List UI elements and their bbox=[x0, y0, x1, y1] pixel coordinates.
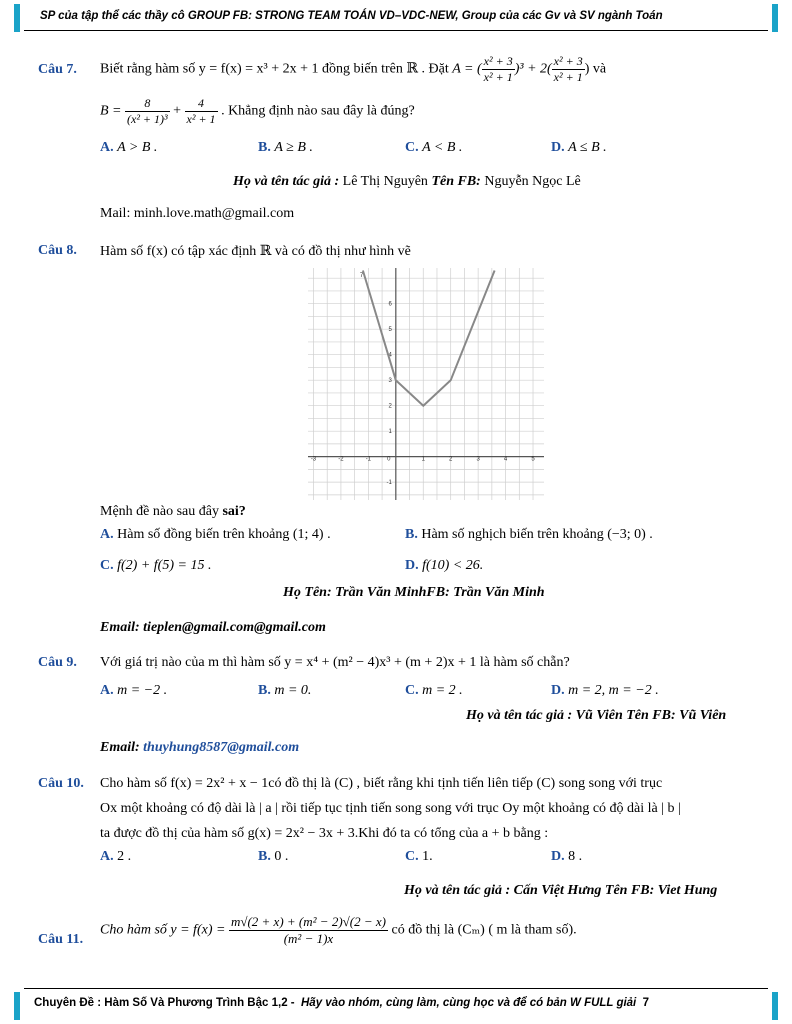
q7-a-end: ) và bbox=[584, 61, 607, 77]
x-tick-label: -2 bbox=[338, 456, 344, 463]
q8-option-b[interactable]: B. Hàm số nghịch biến trên khoảng (−3; 0) . bbox=[405, 527, 653, 542]
q10-option-b[interactable]: B. 0 . bbox=[258, 849, 289, 864]
x-tick-label: 4 bbox=[503, 456, 508, 463]
q10-option-a[interactable]: A. 2 . bbox=[100, 849, 132, 864]
x-tick-label: 2 bbox=[449, 456, 453, 463]
q7-b-frac2: $\frac{4}{\text{x² + 1}}$ bbox=[186, 96, 216, 126]
q8-email: Email: tieplen@gmail.com@gmail.com bbox=[100, 620, 326, 635]
q10-line2: Ox một khoảng có độ dài là | a | rồi tiếp tục tịnh tiến song song với trục Oy một khoảng có độ dài là | b | bbox=[100, 801, 681, 816]
y-tick-label: 5 bbox=[388, 327, 392, 334]
y-tick-label: 3 bbox=[388, 378, 392, 385]
footer-rule bbox=[24, 988, 768, 989]
q9-stem: Với giá trị nào của m thì hàm số y = x⁴ + (m² − 4)x³ + (m + 2)x + 1 là hàm số chẵn? bbox=[100, 655, 570, 670]
y-tick-label: -1 bbox=[386, 480, 392, 487]
q9-number: Câu 9. bbox=[38, 655, 77, 670]
q10-number: Câu 10. bbox=[38, 776, 84, 791]
q8-option-d[interactable]: D. f(10) < 26. bbox=[405, 558, 484, 573]
q8-option-a[interactable]: A. Hàm số đồng biến trên khoảng (1; 4) . bbox=[100, 527, 331, 542]
x-tick-label: -3 bbox=[310, 456, 317, 463]
footer-left-bar bbox=[14, 992, 20, 1020]
q7-a-frac1: $\frac{\text{x² + 3}}{\text{x² + 1}}$ bbox=[483, 54, 513, 84]
q11-number: Câu 11. bbox=[38, 932, 84, 947]
y-tick-label: 1 bbox=[388, 429, 392, 436]
function-graph bbox=[308, 268, 544, 500]
page-header bbox=[0, 0, 792, 34]
q8-option-c[interactable]: C. f(2) + f(5) = 15 . bbox=[100, 558, 212, 573]
q9-option-d[interactable]: D. m = 2, m = −2 . bbox=[551, 683, 659, 698]
q7-line1 bbox=[100, 54, 756, 85]
y-tick-label: 4 bbox=[388, 352, 392, 359]
q11-stem: Cho hàm số y = f(x) = $\frac{\text{m√(2 + x) + (m² − 2)√(2 − x)}}{\text{(m² − 1)x}}$ có đồ thị là (Cₘ) ( m là tham số). bbox=[100, 914, 577, 946]
q8-number: Câu 8. bbox=[38, 243, 77, 258]
q9-option-c[interactable]: C. m = 2 . bbox=[405, 683, 463, 698]
q7-option-c[interactable]: C. A < B . bbox=[405, 140, 463, 155]
y-top-label: 7 bbox=[359, 272, 364, 279]
header-left-bar bbox=[14, 4, 20, 32]
q10-author: Họ và tên tác giả : Cấn Việt Hưng Tên FB: Viet Hung bbox=[404, 883, 718, 898]
header-title: SP của tập thể các thầy cô GROUP FB: STRONG TEAM TOÁN VD–VDC-NEW, Group của các Gv và SV ngành Toán bbox=[40, 10, 663, 22]
page-number: 7 bbox=[642, 997, 650, 1009]
q9-option-b[interactable]: B. m = 0. bbox=[258, 683, 312, 698]
header-rule bbox=[24, 30, 768, 31]
x-tick-label: 0 bbox=[387, 456, 391, 463]
q8-prompt: Mệnh đề nào sau đây sai? bbox=[100, 504, 246, 519]
q7-stem: Biết rằng hàm số y = f(x) = x³ + 2x + 1 đồng biến trên ℝ . Đặt bbox=[100, 61, 449, 77]
q7-author: Họ và tên tác giả : Lê Thị Nguyên Tên FB: Nguyễn Ngọc Lê bbox=[233, 174, 581, 189]
q9-email-link[interactable]: thuyhung8587@gmail.com bbox=[143, 740, 300, 755]
q11-fraction: $\frac{\text{m√(2 + x) + (m² − 2)√(2 − x)}}{\text{(m² − 1)x}}$ bbox=[230, 914, 386, 946]
y-tick-label: 2 bbox=[388, 403, 392, 410]
x-tick-label: 3 bbox=[476, 456, 480, 463]
q8-author: Họ Tên: Trần Văn MinhFB: Trần Văn Minh bbox=[283, 585, 545, 600]
footer-text: Chuyên Đề : Hàm Số Và Phương Trình Bậc 1,2 - Hãy vào nhóm, cùng làm, cùng học và để có bản W FULL giải 7 bbox=[34, 997, 650, 1009]
q8-stem: Hàm số f(x) có tập xác định ℝ và có đồ thị như hình vẽ bbox=[100, 244, 411, 259]
q10-line3: ta được đồ thị của hàm số g(x) = 2x² − 3x + 3.Khi đó ta có tổng của a + b bằng : bbox=[100, 826, 549, 841]
footer-right-bar bbox=[772, 992, 778, 1020]
q9-author: Họ và tên tác giả : Vũ Viên Tên FB: Vũ Viên bbox=[466, 708, 727, 723]
q7-option-a[interactable]: A. A > B . bbox=[100, 140, 158, 155]
q10-option-c[interactable]: C. 1. bbox=[405, 849, 433, 864]
x-tick-label: 5 bbox=[531, 456, 535, 463]
q7-option-b[interactable]: B. A ≥ B . bbox=[258, 140, 313, 155]
x-tick-label: -1 bbox=[365, 456, 372, 463]
page-footer bbox=[0, 984, 792, 1024]
q7-number: Câu 7. bbox=[38, 62, 77, 77]
q10-line1: Cho hàm số f(x) = 2x² + x − 1có đồ thị là (C) , biết rằng khi tịnh tiến liên tiếp (C) song song với trục bbox=[100, 776, 663, 791]
q7-line2: B = $\frac{8}{\text{(x² + 1)³}}$ + $\frac{4}{\text{x² + 1}}$ . Khẳng định nào sau đây là đúng? bbox=[100, 96, 415, 126]
q10-option-d[interactable]: D. 8 . bbox=[551, 849, 583, 864]
q7-a-frac2: $\frac{\text{x² + 3}}{\text{x² + 1}}$ bbox=[553, 54, 583, 84]
q7-mail: Mail: minh.love.math@gmail.com bbox=[100, 206, 295, 221]
q7-option-d[interactable]: D. A ≤ B . bbox=[551, 140, 607, 155]
q7-a-mid: )³ + 2( bbox=[514, 61, 552, 77]
q7-b-frac1: $\frac{8}{\text{(x² + 1)³}}$ bbox=[127, 96, 168, 126]
q9-email: Email: thuyhung8587@gmail.com bbox=[100, 740, 300, 755]
q9-option-a[interactable]: A. m = −2 . bbox=[100, 683, 168, 698]
y-tick-label: 6 bbox=[388, 301, 392, 308]
q7-a-pre: A = ( bbox=[452, 61, 482, 77]
x-tick-label: 1 bbox=[421, 456, 425, 463]
header-right-bar bbox=[772, 4, 778, 32]
